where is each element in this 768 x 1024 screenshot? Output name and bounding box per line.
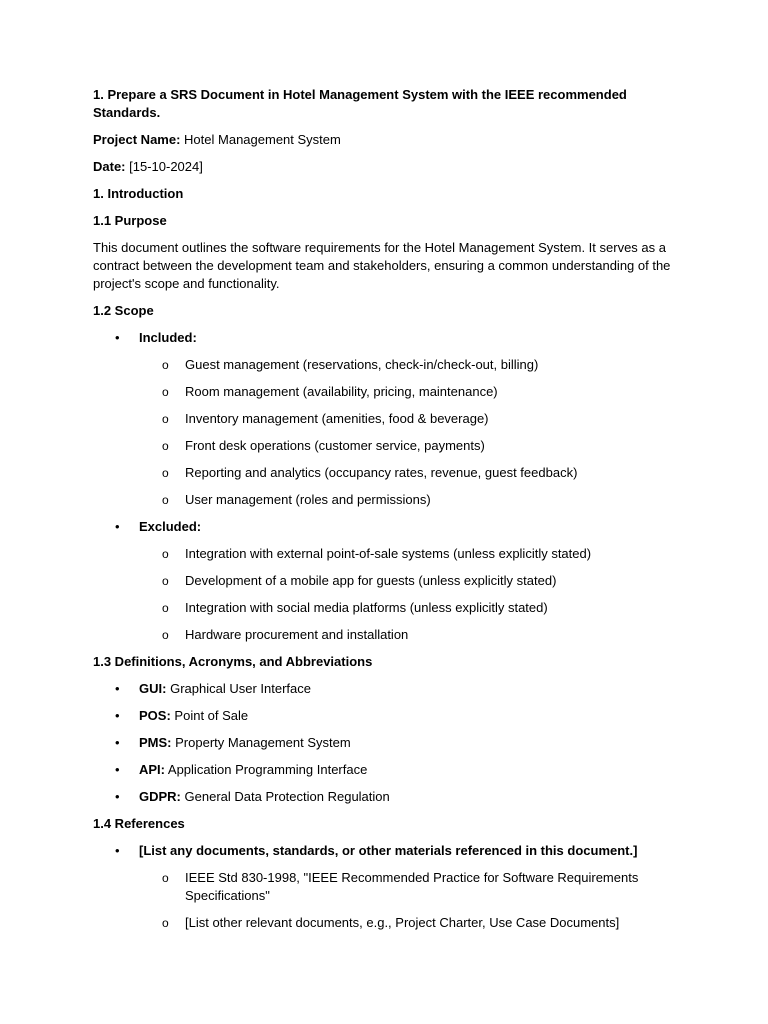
definition-desc: Graphical User Interface <box>170 681 311 696</box>
scope-excluded-item <box>93 518 683 644</box>
circle-bullet-icon: o <box>162 358 169 372</box>
definitions-list <box>93 680 683 806</box>
list-item-text: Development of a mobile app for guests (unless explicitly stated) <box>185 573 557 588</box>
purpose-heading: 1.1 Purpose <box>93 213 167 228</box>
document-heading: 1. Prepare a SRS Document in Hotel Management System with the IEEE recommended Standards. <box>93 87 627 120</box>
included-list <box>139 356 683 509</box>
included-label: Included: <box>139 330 197 345</box>
definition-desc: Application Programming Interface <box>167 762 368 777</box>
circle-bullet-icon: o <box>162 439 169 453</box>
list-item <box>139 572 683 590</box>
list-item <box>139 464 683 482</box>
definition-term: POS: <box>139 708 171 723</box>
project-name-value: Hotel Management System <box>184 132 341 147</box>
references-sublist <box>139 869 683 932</box>
list-item <box>139 356 683 374</box>
list-item-text: Integration with external point-of-sale systems (unless explicitly stated) <box>185 546 592 561</box>
bullet-icon: • <box>115 708 120 723</box>
list-item <box>139 626 683 644</box>
circle-bullet-icon: o <box>162 493 169 507</box>
list-item-text: User management (roles and permissions) <box>185 492 431 507</box>
references-intro-item <box>93 842 683 932</box>
circle-bullet-icon: o <box>162 412 169 426</box>
project-name-line <box>93 131 683 149</box>
document-page <box>93 86 683 941</box>
definition-item <box>93 707 683 725</box>
date-line <box>93 158 683 176</box>
list-item <box>139 410 683 428</box>
definition-term: PMS: <box>139 735 172 750</box>
definition-desc: Point of Sale <box>174 708 249 723</box>
list-item-text: Hardware procurement and installation <box>185 627 409 642</box>
circle-bullet-icon: o <box>162 466 169 480</box>
bullet-icon: • <box>115 519 120 534</box>
definition-desc: Property Management System <box>175 735 351 750</box>
list-item <box>139 545 683 563</box>
circle-bullet-icon: o <box>162 916 169 930</box>
circle-bullet-icon: o <box>162 574 169 588</box>
list-item-text: [List other relevant documents, e.g., Project Charter, Use Case Documents] <box>185 915 620 930</box>
references-intro: [List any documents, standards, or other materials referenced in this document.] <box>139 843 638 858</box>
excluded-list <box>139 545 683 644</box>
list-item <box>139 914 683 932</box>
circle-bullet-icon: o <box>162 601 169 615</box>
list-item <box>139 437 683 455</box>
list-item-text: Integration with social media platforms (unless explicitly stated) <box>185 600 548 615</box>
project-name-label: Project Name: <box>93 132 181 147</box>
list-item <box>139 869 683 905</box>
definition-item <box>93 680 683 698</box>
definition-item <box>93 734 683 752</box>
list-item <box>139 599 683 617</box>
list-item <box>139 491 683 509</box>
list-item-text: Reporting and analytics (occupancy rates, revenue, guest feedback) <box>185 465 578 480</box>
date-value: [15-10-2024] <box>129 159 203 174</box>
section-introduction-heading: 1. Introduction <box>93 186 184 201</box>
list-item-text: Room management (availability, pricing, maintenance) <box>185 384 498 399</box>
bullet-icon: • <box>115 735 120 750</box>
scope-list <box>93 329 683 644</box>
definition-desc: General Data Protection Regulation <box>184 789 390 804</box>
definition-term: API: <box>139 762 165 777</box>
definition-item <box>93 788 683 806</box>
date-label: Date: <box>93 159 126 174</box>
scope-heading: 1.2 Scope <box>93 303 154 318</box>
list-item-text: Front desk operations (customer service, payments) <box>185 438 485 453</box>
bullet-icon: • <box>115 789 120 804</box>
circle-bullet-icon: o <box>162 385 169 399</box>
bullet-icon: • <box>115 843 120 858</box>
definition-item <box>93 761 683 779</box>
definitions-heading: 1.3 Definitions, Acronyms, and Abbreviations <box>93 654 373 669</box>
list-item-text: IEEE Std 830-1998, "IEEE Recommended Practice for Software Requirements Specifications" <box>185 870 639 903</box>
definition-term: GUI: <box>139 681 167 696</box>
purpose-text: This document outlines the software requirements for the Hotel Management System. It serves as a contract between the development team and stakeholders, ensuring a common understanding of the project's scope and functionality. <box>93 240 671 291</box>
bullet-icon: • <box>115 762 120 777</box>
references-heading: 1.4 References <box>93 816 185 831</box>
circle-bullet-icon: o <box>162 547 169 561</box>
bullet-icon: • <box>115 681 120 696</box>
scope-included-item <box>93 329 683 509</box>
bullet-icon: • <box>115 330 120 345</box>
references-list <box>93 842 683 932</box>
circle-bullet-icon: o <box>162 628 169 642</box>
list-item <box>139 383 683 401</box>
circle-bullet-icon: o <box>162 871 169 885</box>
list-item-text: Guest management (reservations, check-in/check-out, billing) <box>185 357 539 372</box>
definition-term: GDPR: <box>139 789 181 804</box>
excluded-label: Excluded: <box>139 519 202 534</box>
list-item-text: Inventory management (amenities, food & beverage) <box>185 411 489 426</box>
